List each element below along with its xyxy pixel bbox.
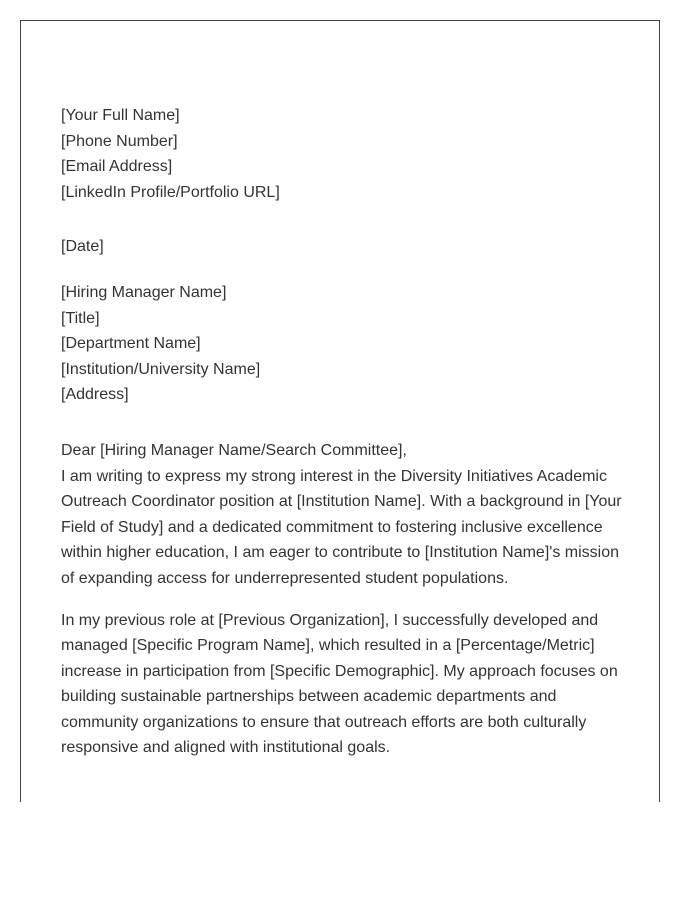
recipient-name: [Hiring Manager Name] bbox=[61, 283, 227, 301]
recipient-block bbox=[61, 280, 626, 408]
recipient-title: [Title] bbox=[61, 309, 100, 327]
body-paragraph-2: In my previous role at [Previous Organization], I successfully developed and managed [Specific Program Name], which resulted in a [Percentage/Metric] increase in participation from [Specific Demographic]. My approach focuses on building sustainable partnerships between academic departments and community organizations to ensure that outreach efforts are both culturally responsive and aligned with institutional goals. bbox=[61, 611, 618, 757]
recipient-department: [Department Name] bbox=[61, 335, 201, 353]
recipient-address: [Address] bbox=[61, 386, 129, 404]
letter-page bbox=[20, 20, 660, 802]
sender-email: [Email Address] bbox=[61, 158, 173, 176]
body-paragraph-1: I am writing to express my strong interest in the Diversity Initiatives Academic Outreach Coordinator position at [Institution Name]. With a background in [Your Field of Study] and a dedicated commitment to fostering inclusive excellence within higher education, I am eager to contribute to [Institution Name]'s mission of expanding access for underrepresented student populations. bbox=[61, 467, 622, 587]
letter-date: [Date] bbox=[61, 238, 104, 256]
sender-block bbox=[61, 103, 626, 205]
body-block bbox=[61, 438, 626, 761]
sender-url: [LinkedIn Profile/Portfolio URL] bbox=[61, 183, 280, 201]
recipient-institution: [Institution/University Name] bbox=[61, 360, 261, 378]
letter-content bbox=[61, 103, 626, 761]
sender-phone: [Phone Number] bbox=[61, 132, 178, 150]
sender-name: [Your Full Name] bbox=[61, 107, 180, 124]
date-block bbox=[61, 234, 626, 260]
salutation: Dear [Hiring Manager Name/Search Committee], bbox=[61, 441, 407, 459]
